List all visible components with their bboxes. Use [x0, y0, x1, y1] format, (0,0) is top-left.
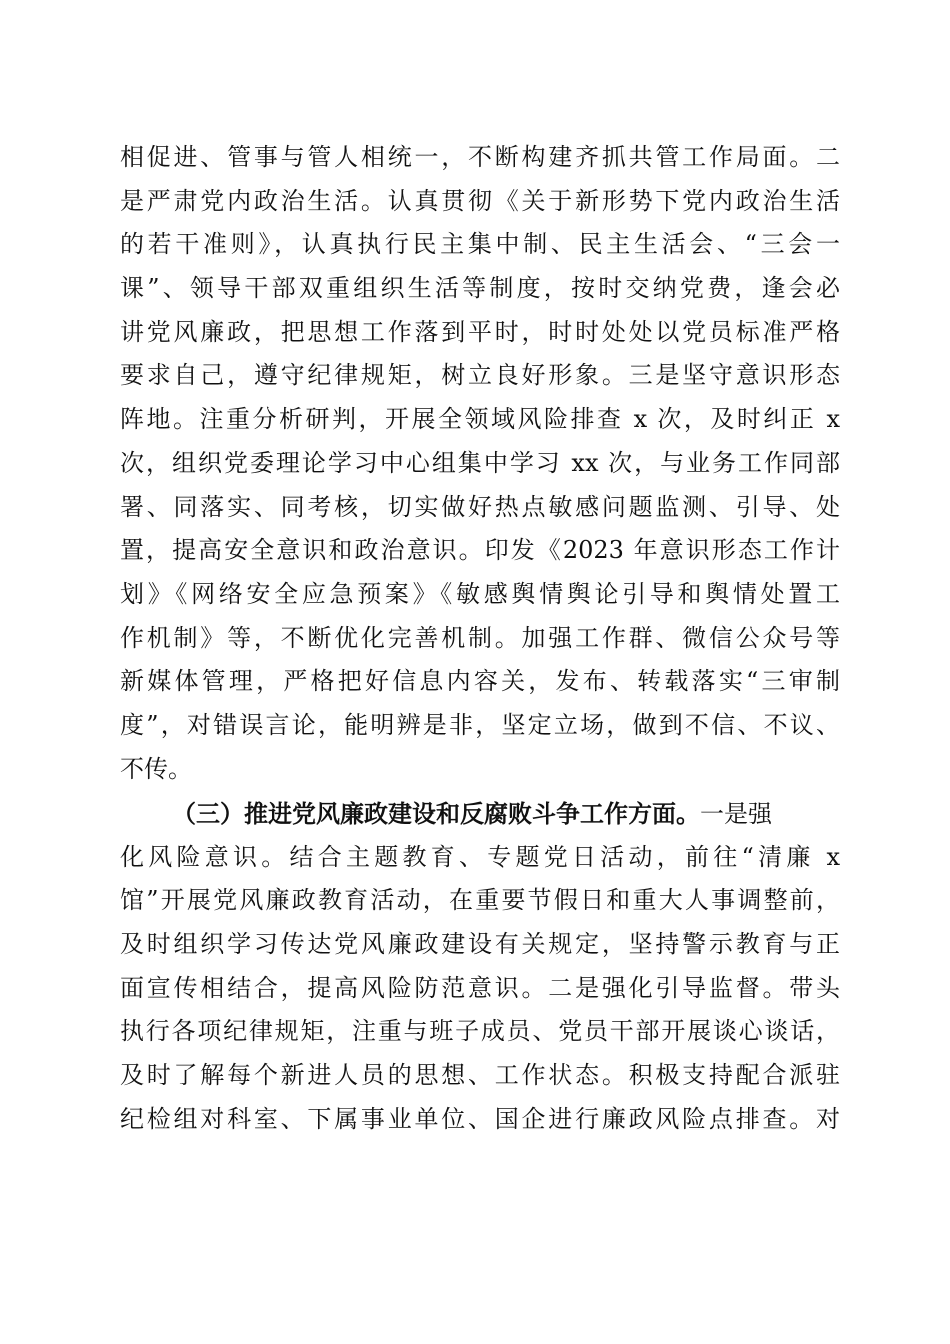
text-line: 及时了解每个新进人员的思想、工作状态。积极支持配合派驻	[120, 1061, 840, 1090]
text-line: 课”、领导干部双重组织生活等制度，按时交纳党费，逢会必	[120, 274, 840, 303]
text-line: 署、同落实、同考核，切实做好热点敏感问题监测、引导、处	[120, 492, 840, 521]
text-line: 置，提高安全意识和政治意识。印发《2023 年意识形态工作计	[120, 536, 840, 565]
text-line: 阵地。注重分析研判，开展全领域风险排查 x 次，及时纠正 x	[120, 405, 840, 434]
text-line: 的若干准则》，认真执行民主集中制、民主生活会、“三会一	[120, 230, 840, 259]
text-line: 馆”开展党风廉政教育活动，在重要节假日和重大人事调整前，	[120, 886, 840, 915]
paragraph-section-three	[120, 792, 840, 1142]
text-line: 作机制》等，不断优化完善机制。加强工作群、微信公众号等	[120, 623, 840, 652]
text-line: 次，组织党委理论学习中心组集中学习 xx 次，与业务工作同部	[120, 448, 840, 477]
section-heading: （三）推进党风廉政建设和反腐败斗争工作方面。	[172, 799, 700, 828]
text-line: 要求自己，遵守纪律规矩，树立良好形象。三是坚守意识形态	[120, 361, 840, 390]
text-line: 讲党风廉政，把思想工作落到平时，时时处处以党员标准严格	[120, 317, 840, 346]
paragraph-continuation	[120, 136, 840, 791]
text-line: 及时组织学习传达党风廉政建设有关规定，坚持警示教育与正	[120, 930, 840, 959]
heading-line-rest: 一是强	[700, 800, 772, 828]
text-line: 化风险意识。结合主题教育、专题党日活动，前往“清廉 x	[120, 842, 840, 871]
text-line: 执行各项纪律规矩，注重与班子成员、党员干部开展谈心谈话，	[120, 1017, 840, 1046]
text-line: 相促进、管事与管人相统一，不断构建齐抓共管工作局面。二	[120, 143, 840, 171]
text-line: 度”，对错误言论，能明辨是非，坚定立场，做到不信、不议、	[120, 710, 840, 739]
text-line: 面宣传相结合，提高风险防范意识。二是强化引导监督。带头	[120, 973, 840, 1002]
text-line: 是严肃党内政治生活。认真贯彻《关于新形势下党内政治生活	[120, 186, 840, 215]
text-line-last: 不传。	[120, 754, 192, 783]
text-line: 纪检组对科室、下属事业单位、国企进行廉政风险点排查。对	[120, 1104, 840, 1133]
section-heading-line	[120, 792, 840, 836]
text-line: 划》《网络安全应急预案》《敏感舆情舆论引导和舆情处置工	[120, 579, 840, 608]
text-line: 新媒体管理，严格把好信息内容关，发布、转载落实“三审制	[120, 667, 840, 696]
